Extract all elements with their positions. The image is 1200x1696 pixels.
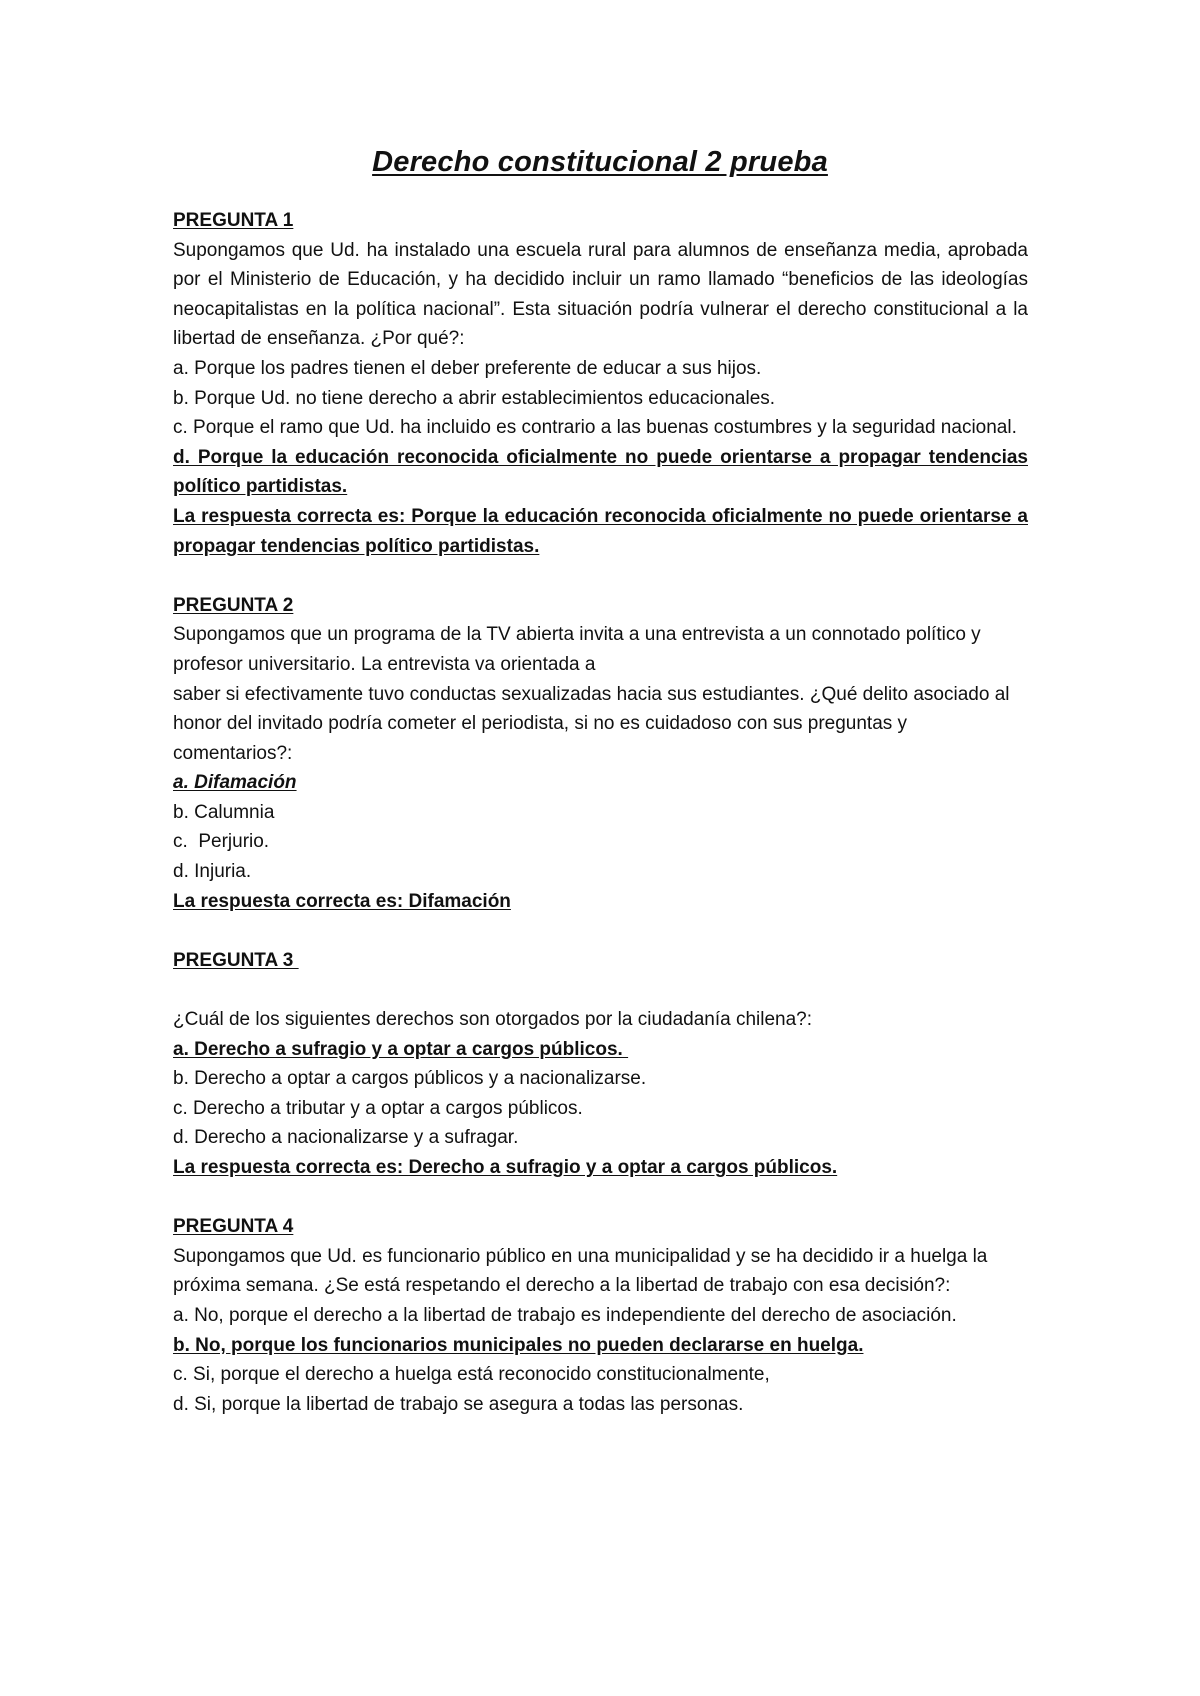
question-1-option-b: b. Porque Ud. no tiene derecho a abrir establecimientos educacionales. — [173, 387, 776, 409]
question-4-option-b-correct: b. No, porque los funcionarios municipales no pueden declararse en huelga. — [173, 1334, 864, 1356]
question-4-prompt-line-2: próxima semana. ¿Se está respetando el derecho a la libertad de trabajo con esa decisión?: — [173, 1275, 951, 1297]
question-4-option-d: d. Si, porque la libertad de trabajo se asegura a todas las personas. — [173, 1393, 744, 1415]
question-2-option-b: b. Calumnia — [173, 801, 275, 823]
question-3-option-c: c. Derecho a tributar y a optar a cargos públicos. — [173, 1097, 583, 1119]
question-1-option-d-correct: d. Porque la educación reconocida oficialmente no puede orientarse a propagar tendencias político partidistas. — [173, 446, 1028, 498]
question-4-option-a: a. No, porque el derecho a la libertad de trabajo es independiente del derecho de asociación. — [173, 1304, 957, 1326]
question-3-option-d: d. Derecho a nacionalizarse y a sufragar. — [173, 1127, 519, 1149]
question-1-heading: PREGUNTA 1 — [173, 210, 294, 231]
question-1-prompt: Supongamos que Ud. ha instalado una escuela rural para alumnos de enseñanza media, aprobada por el Ministerio de Educación, y ha decidido incluir un ramo llamado “beneficios de las ideologías neocapitalistas en la política nacional”. Esta situación podría vulnerar el derecho constitucional a la libertad de enseñanza. ¿Por qué?: — [173, 239, 1028, 350]
question-4-option-c: c. Si, porque el derecho a huelga está reconocido constitucionalmente, — [173, 1364, 770, 1386]
question-2-heading: PREGUNTA 2 — [173, 594, 294, 616]
document-body — [173, 206, 1028, 1419]
question-2-answer: La respuesta correcta es: Difamación — [173, 890, 511, 912]
question-4-heading: PREGUNTA 4 — [173, 1216, 294, 1238]
question-3-prompt: ¿Cuál de los siguientes derechos son otorgados por la ciudadanía chilena?: — [173, 1009, 813, 1031]
question-1 — [173, 206, 1028, 561]
question-3-heading: PREGUNTA 3 — [173, 949, 299, 971]
question-2-option-d: d. Injuria. — [173, 861, 252, 883]
question-3-option-a-correct: a. Derecho a sufragio y a optar a cargos públicos. — [173, 1038, 629, 1060]
spacer — [173, 1183, 1028, 1213]
question-3 — [173, 946, 1028, 1183]
spacer — [173, 916, 1028, 946]
question-4-prompt-line-1: Supongamos que Ud. es funcionario público en una municipalidad y se ha decidido ir a huelga la — [173, 1245, 988, 1267]
question-2-option-c: c. Perjurio. — [173, 831, 270, 853]
question-1-option-a: a. Porque los padres tienen el deber preferente de educar a sus hijos. — [173, 357, 762, 379]
question-1-option-c: c. Porque el ramo que Ud. ha incluido es contrario a las buenas costumbres y la seguridad nacional. — [173, 417, 1017, 439]
question-2-prompt-line-1: Supongamos que un programa de la TV abierta invita a una entrevista a un connotado político y profesor universitario. La entrevista va orientada a — [173, 624, 981, 675]
question-3-answer: La respuesta correcta es: Derecho a sufragio y a optar a cargos públicos. — [173, 1157, 838, 1178]
question-2 — [173, 591, 1028, 917]
question-2-prompt-line-2: saber si efectivamente tuvo conductas sexualizadas hacia sus estudiantes. ¿Qué delito asociado al honor del invitado podría cometer el periodista, si no es cuidadoso con sus preguntas y comentarios?: — [173, 683, 1010, 764]
question-3-option-b: b. Derecho a optar a cargos públicos y a nacionalizarse. — [173, 1068, 647, 1090]
question-2-option-a-correct: a. Difamación — [173, 772, 297, 794]
spacer — [173, 975, 1028, 1005]
question-4 — [173, 1212, 1028, 1419]
spacer — [173, 561, 1028, 591]
document-title: Derecho constitucional 2 prueba — [372, 146, 828, 178]
question-1-answer: La respuesta correcta es: Porque la educación reconocida oficialmente no puede orientarse a propagar tendencias político partidistas. — [173, 505, 1028, 557]
